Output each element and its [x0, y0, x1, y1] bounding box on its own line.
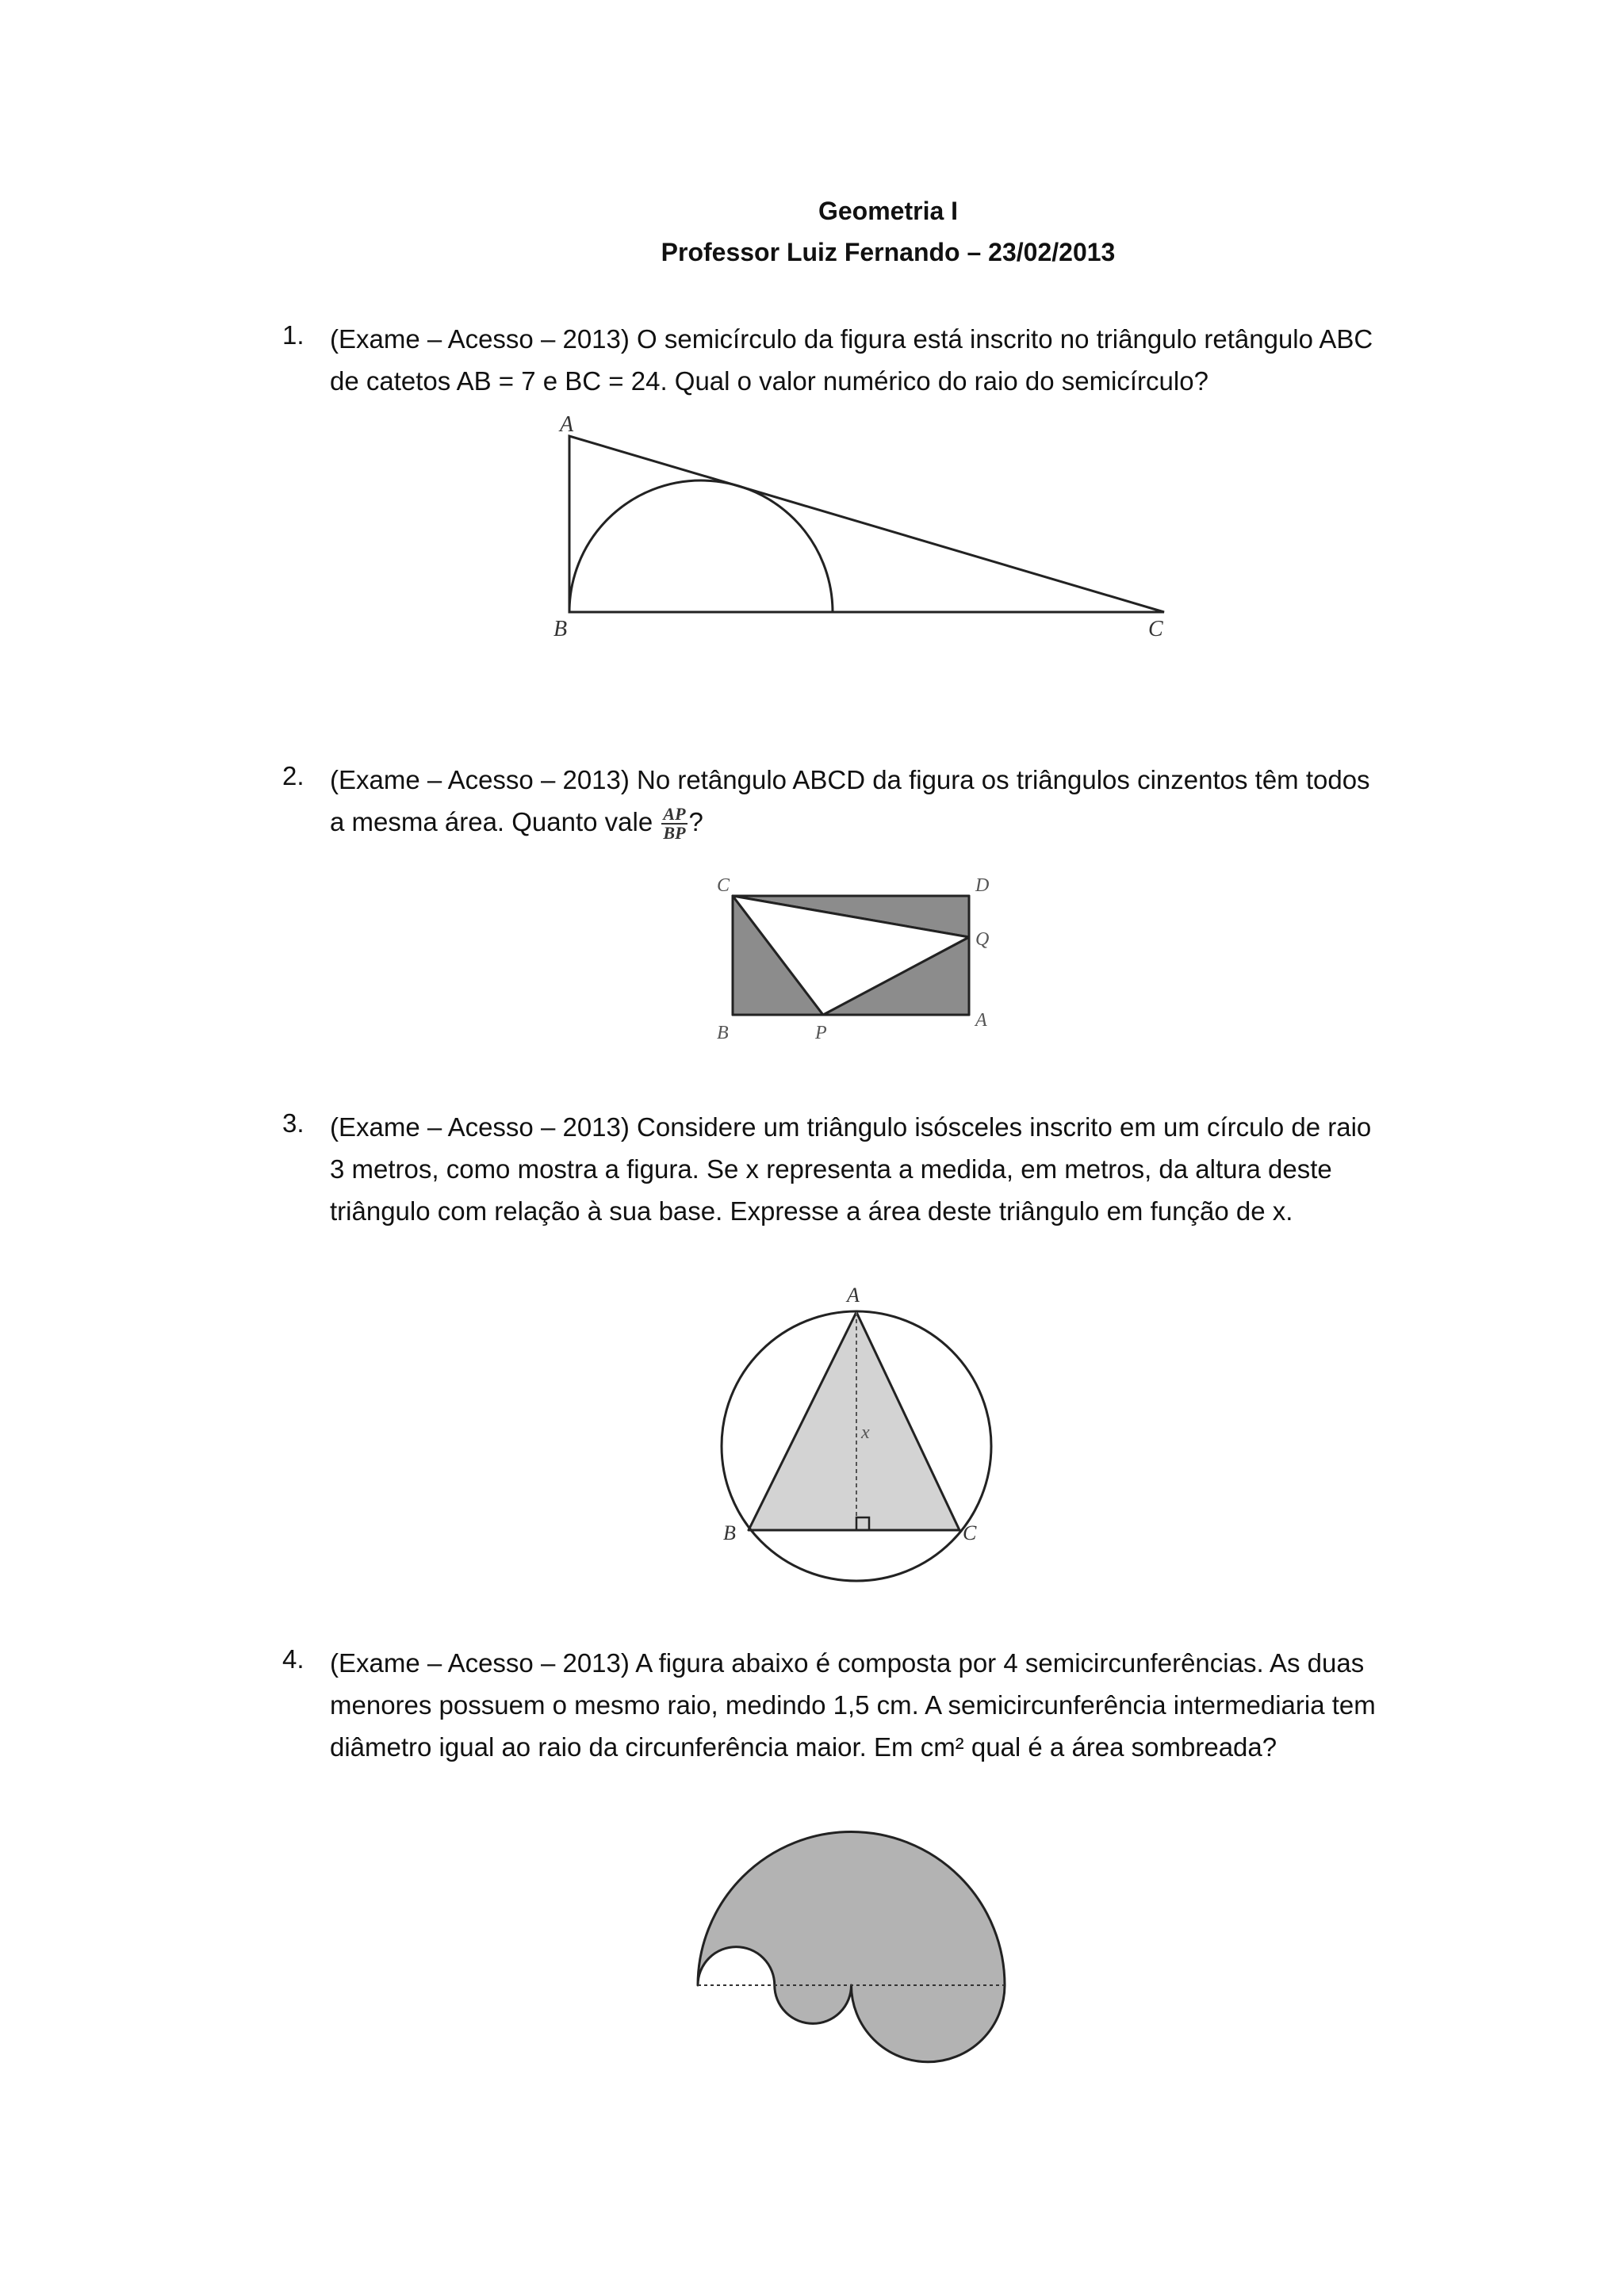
page-subtitle: Professor Luiz Fernando – 23/02/2013	[661, 238, 1116, 266]
label-c: C	[717, 875, 730, 896]
label-c: C	[963, 1521, 977, 1544]
fraction-denominator: BP	[663, 823, 686, 844]
question-3-number: 3.	[282, 1108, 304, 1138]
label-x: x	[861, 1422, 870, 1443]
label-b: B	[553, 617, 568, 641]
isosceles-triangle-abc	[749, 1312, 959, 1530]
question-1-number: 1.	[282, 320, 304, 350]
inscribed-semicircle	[569, 480, 833, 612]
question-3-figure	[706, 1276, 999, 1594]
label-a: A	[975, 1010, 987, 1031]
question-1-text: (Exame – Acesso – 2013) O semicírculo da figura está inscrito no triângulo retângulo ABC de catetos AB = 7 e BC = 24. Qual o valor numérico do raio do semicírculo?	[330, 324, 1373, 396]
fraction-numerator: AP	[663, 804, 686, 825]
label-d: D	[975, 875, 990, 896]
triangle-abc	[569, 436, 1164, 612]
question-2-text	[330, 759, 1385, 843]
fraction-ap-bp	[661, 806, 687, 842]
label-b: B	[723, 1521, 736, 1544]
page-title: Geometria I	[818, 197, 959, 225]
label-a: A	[560, 412, 574, 437]
label-q: Q	[975, 929, 990, 950]
label-c: C	[1148, 617, 1163, 641]
question-4-text: (Exame – Acesso – 2013) A figura abaixo é composta por 4 semicircunferências. As duas menores possuem o mesmo raio, medindo 1,5 cm. A semicircunferência intermediaria tem diâmetro igual ao raio da circunferência maior. Em cm² qual é a área sombreada?	[330, 1648, 1376, 1762]
question-2-text-after: ?	[688, 807, 703, 836]
label-p: P	[815, 1023, 827, 1043]
question-2-text-before: (Exame – Acesso – 2013) No retângulo ABCD da figura os triângulos cinzentos têm todos a mesma área. Quanto vale	[330, 765, 1370, 836]
question-2-figure	[706, 872, 1007, 1047]
question-1-figure	[547, 412, 1182, 650]
shaded-region	[698, 1832, 1005, 2062]
question-4-figure	[682, 1816, 1015, 2077]
question-3-text: (Exame – Acesso – 2013) Considere um triângulo isósceles inscrito em um círculo de raio 3 metros, como mostra a figura. Se x representa a medida, em metros, da altura deste triângulo com relação à sua base. Expresse a área deste triângulo em função de x.	[330, 1112, 1372, 1226]
question-2-number: 2.	[282, 761, 304, 790]
label-a: A	[847, 1284, 860, 1307]
label-b: B	[717, 1023, 729, 1043]
question-4-number: 4.	[282, 1644, 304, 1674]
